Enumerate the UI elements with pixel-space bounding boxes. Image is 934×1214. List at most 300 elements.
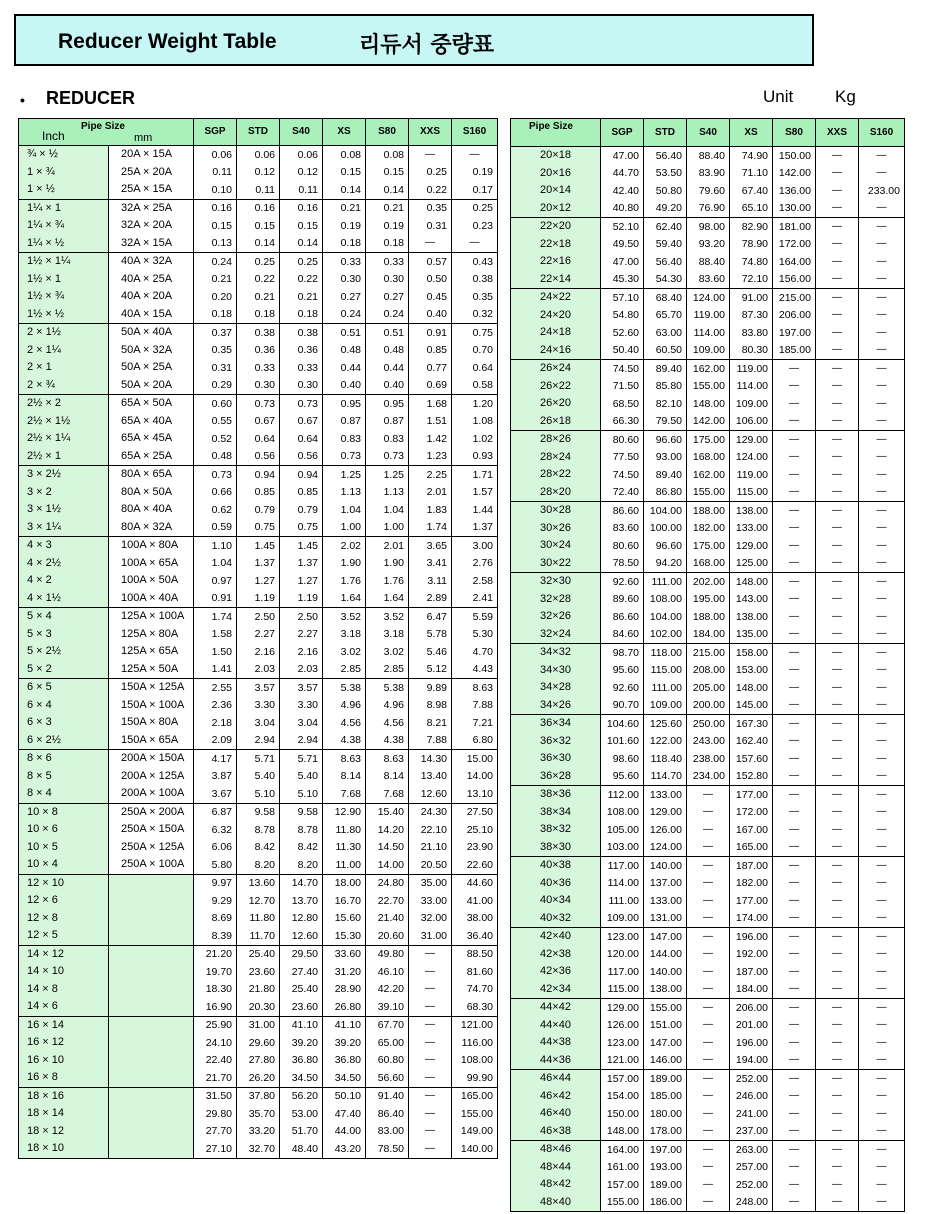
weight-cell: 60.50: [644, 342, 687, 360]
table-row: [19, 1069, 498, 1087]
weight-cell: —: [859, 591, 905, 609]
weight-cell: —: [859, 786, 905, 804]
weight-cell: —: [816, 768, 859, 786]
table-row: [19, 750, 498, 768]
mm-size-cell: [109, 945, 194, 963]
weight-cell: 94.20: [644, 555, 687, 573]
weight-cell: 29.80: [194, 1105, 237, 1123]
table-row: [511, 857, 905, 875]
mm-size-cell: 50A × 32A: [109, 342, 194, 360]
weight-cell: 0.95: [323, 395, 366, 413]
mm-size-cell: 200A × 125A: [109, 768, 194, 786]
weight-cell: 0.13: [194, 235, 237, 253]
weight-cell: 148.00: [601, 1123, 644, 1141]
weight-cell: 25.10: [452, 821, 498, 839]
weight-cell: —: [773, 946, 816, 964]
weight-cell: 237.00: [730, 1123, 773, 1141]
weight-cell: —: [859, 662, 905, 680]
weight-cell: —: [816, 431, 859, 449]
table-row: [19, 803, 498, 821]
weight-cell: 0.30: [323, 271, 366, 289]
weight-cell: 1.45: [280, 537, 323, 555]
pipe-size-cell: 28×24: [511, 449, 601, 467]
table-row: [511, 307, 905, 325]
weight-cell: 150.00: [773, 147, 816, 165]
weight-cell: —: [816, 608, 859, 626]
weight-cell: —: [859, 1123, 905, 1141]
weight-cell: 2.50: [237, 608, 280, 626]
weight-cell: —: [687, 1141, 730, 1159]
weight-cell: 0.56: [280, 448, 323, 466]
weight-cell: —: [859, 1176, 905, 1194]
weight-cell: —: [816, 928, 859, 946]
weight-cell: —: [687, 804, 730, 822]
weight-cell: 57.10: [601, 289, 644, 307]
inch-size-cell: 1½ × 1¼: [19, 253, 109, 271]
pipe-size-cell: 22×14: [511, 271, 601, 289]
weight-cell: 0.73: [237, 395, 280, 413]
weight-cell: 27.50: [452, 803, 498, 821]
weight-cell: 49.80: [366, 945, 409, 963]
weight-cell: 0.73: [323, 448, 366, 466]
table-row: [511, 1034, 905, 1052]
weight-cell: 25.40: [237, 945, 280, 963]
mm-size-cell: 150A × 65A: [109, 732, 194, 750]
weight-cell: 0.15: [280, 217, 323, 235]
weight-cell: 52.60: [601, 324, 644, 342]
weight-cell: —: [859, 946, 905, 964]
weight-cell: 182.00: [687, 520, 730, 538]
weight-cell: 0.40: [323, 377, 366, 395]
weight-cell: 12.60: [280, 927, 323, 945]
weight-cell: —: [816, 484, 859, 502]
mm-size-cell: [109, 892, 194, 910]
weight-cell: —: [687, 1034, 730, 1052]
weight-cell: 250.00: [687, 715, 730, 733]
table-row: [511, 413, 905, 431]
page-title-korean: 리듀서 중량표: [359, 33, 495, 58]
weight-cell: 1.76: [323, 572, 366, 590]
weight-cell: 187.00: [730, 963, 773, 981]
weight-cell: —: [816, 1141, 859, 1159]
mm-size-cell: 25A × 15A: [109, 181, 194, 199]
inch-size-cell: 3 × 1½: [19, 501, 109, 519]
weight-cell: 79.50: [644, 413, 687, 431]
weight-cell: 0.11: [237, 181, 280, 199]
weight-cell: 7.88: [452, 697, 498, 715]
col-header-s160: S160: [859, 119, 905, 147]
weight-cell: 196.00: [730, 928, 773, 946]
weight-cell: 42.40: [601, 182, 644, 200]
weight-cell: 180.00: [644, 1105, 687, 1123]
weight-cell: 27.40: [280, 963, 323, 981]
weight-cell: 78.90: [730, 236, 773, 254]
pipe-size-cell: 28×22: [511, 466, 601, 484]
weight-cell: —: [687, 875, 730, 893]
inch-size-cell: 1 × ½: [19, 181, 109, 199]
weight-cell: 187.00: [730, 857, 773, 875]
col-header-xs: XS: [730, 119, 773, 147]
weight-cell: 1.83: [409, 501, 452, 519]
table-row: [19, 910, 498, 928]
weight-cell: —: [773, 697, 816, 715]
weight-cell: 5.38: [323, 679, 366, 697]
pipe-size-cell: 20×14: [511, 182, 601, 200]
weight-cell: 142.00: [773, 165, 816, 183]
mm-size-cell: [109, 910, 194, 928]
weight-cell: —: [816, 910, 859, 928]
weight-cell: 3.67: [194, 785, 237, 803]
weight-cell: 96.60: [644, 431, 687, 449]
weight-cell: 157.60: [730, 750, 773, 768]
weight-cell: 184.00: [730, 981, 773, 999]
weight-cell: 125.00: [730, 555, 773, 573]
weight-cell: 4.96: [323, 697, 366, 715]
weight-cell: 124.00: [687, 289, 730, 307]
weight-cell: 5.71: [280, 750, 323, 768]
weight-cell: 0.85: [280, 484, 323, 502]
weight-cell: 234.00: [687, 768, 730, 786]
weight-cell: —: [816, 271, 859, 289]
table-row: [511, 182, 905, 200]
weight-cell: 0.44: [366, 359, 409, 377]
weight-cell: 0.43: [452, 253, 498, 271]
weight-cell: 39.20: [323, 1034, 366, 1052]
weight-cell: 0.25: [452, 199, 498, 217]
weight-cell: 78.50: [601, 555, 644, 573]
weight-cell: 2.36: [194, 697, 237, 715]
weight-cell: 11.30: [323, 839, 366, 857]
inch-label: Inch: [42, 129, 65, 143]
weight-cell: 5.71: [237, 750, 280, 768]
weight-cell: 1.02: [452, 430, 498, 448]
table-row: [19, 395, 498, 413]
reducer-table-left: [18, 118, 498, 1159]
table-row: [511, 1123, 905, 1141]
weight-cell: 0.83: [323, 430, 366, 448]
weight-cell: 0.85: [409, 342, 452, 360]
weight-cell: 8.21: [409, 714, 452, 732]
table-row: [19, 359, 498, 377]
inch-size-cell: 3 × 1¼: [19, 519, 109, 537]
weight-cell: 149.00: [452, 1123, 498, 1141]
table-row: [19, 1016, 498, 1034]
pipe-size-cell: 34×28: [511, 679, 601, 697]
weight-cell: —: [409, 1105, 452, 1123]
weight-cell: 0.69: [409, 377, 452, 395]
mm-size-cell: 40A × 32A: [109, 253, 194, 271]
mm-size-cell: 32A × 20A: [109, 217, 194, 235]
table-row: [511, 253, 905, 271]
inch-size-cell: 5 × 4: [19, 608, 109, 626]
inch-size-cell: 2½ × 2: [19, 395, 109, 413]
pipe-size-cell: 26×24: [511, 360, 601, 378]
weight-cell: —: [687, 946, 730, 964]
mm-size-cell: 50A × 25A: [109, 359, 194, 377]
table-row: [511, 360, 905, 378]
weight-cell: —: [773, 1034, 816, 1052]
mm-size-cell: 80A × 40A: [109, 501, 194, 519]
table-row: [511, 537, 905, 555]
weight-cell: 0.38: [452, 271, 498, 289]
weight-cell: 117.00: [601, 963, 644, 981]
weight-cell: —: [859, 1159, 905, 1177]
weight-cell: 3.65: [409, 537, 452, 555]
weight-cell: 0.79: [280, 501, 323, 519]
weight-cell: 13.60: [237, 874, 280, 892]
table-row: [19, 164, 498, 182]
section-label: REDUCER: [46, 88, 136, 108]
mm-size-cell: 40A × 25A: [109, 271, 194, 289]
weight-cell: 6.80: [452, 732, 498, 750]
weight-cell: —: [687, 963, 730, 981]
weight-cell: 147.00: [644, 1034, 687, 1052]
pipe-size-header: Pipe Size: [511, 119, 601, 147]
weight-cell: 81.60: [452, 963, 498, 981]
inch-size-cell: 16 × 8: [19, 1069, 109, 1087]
weight-cell: —: [859, 910, 905, 928]
weight-cell: 246.00: [730, 1088, 773, 1106]
weight-cell: —: [452, 235, 498, 253]
weight-cell: 3.00: [452, 537, 498, 555]
weight-cell: 56.60: [366, 1069, 409, 1087]
inch-size-cell: 5 × 2: [19, 661, 109, 679]
pipe-size-cell: 32×24: [511, 626, 601, 644]
weight-cell: —: [773, 662, 816, 680]
weight-cell: —: [773, 1123, 816, 1141]
mm-size-cell: [109, 1105, 194, 1123]
weight-cell: —: [859, 626, 905, 644]
weight-cell: 200.00: [687, 697, 730, 715]
table-row: [511, 289, 905, 307]
weight-cell: 8.14: [323, 768, 366, 786]
weight-cell: 0.18: [194, 306, 237, 324]
weight-cell: —: [859, 839, 905, 857]
pipe-size-cell: 20×16: [511, 165, 601, 183]
weight-cell: —: [816, 413, 859, 431]
weight-cell: 44.60: [452, 874, 498, 892]
weight-cell: —: [816, 555, 859, 573]
weight-cell: 42.20: [366, 981, 409, 999]
weight-cell: 2.09: [194, 732, 237, 750]
weight-cell: 41.00: [452, 892, 498, 910]
weight-cell: —: [816, 644, 859, 662]
weight-cell: 20.60: [366, 927, 409, 945]
weight-cell: 0.30: [280, 377, 323, 395]
weight-cell: 123.00: [601, 928, 644, 946]
weight-cell: 15.40: [366, 803, 409, 821]
weight-cell: —: [773, 892, 816, 910]
pipe-size-cell: 38×34: [511, 804, 601, 822]
mm-size-cell: 125A × 80A: [109, 626, 194, 644]
weight-cell: 8.20: [280, 856, 323, 874]
weight-cell: —: [816, 1194, 859, 1212]
weight-cell: 12.80: [280, 910, 323, 928]
weight-cell: 80.60: [601, 431, 644, 449]
pipe-size-cell: 20×18: [511, 147, 601, 165]
table-row: [19, 572, 498, 590]
table-row: [19, 892, 498, 910]
weight-cell: 0.67: [280, 413, 323, 431]
weight-cell: —: [859, 1034, 905, 1052]
weight-cell: 67.40: [730, 182, 773, 200]
weight-cell: —: [816, 697, 859, 715]
weight-cell: —: [687, 1194, 730, 1212]
inch-size-cell: 14 × 10: [19, 963, 109, 981]
table-row: [19, 1034, 498, 1052]
weight-cell: 63.00: [644, 324, 687, 342]
weight-cell: 3.04: [237, 714, 280, 732]
weight-cell: —: [687, 999, 730, 1017]
weight-cell: 20.50: [409, 856, 452, 874]
weight-cell: 118.00: [644, 644, 687, 662]
weight-cell: 0.87: [366, 413, 409, 431]
pipe-size-cell: 22×20: [511, 218, 601, 236]
weight-cell: 0.51: [366, 324, 409, 342]
weight-cell: —: [773, 1052, 816, 1070]
weight-cell: 0.48: [323, 342, 366, 360]
inch-size-cell: 12 × 8: [19, 910, 109, 928]
weight-cell: —: [859, 271, 905, 289]
weight-cell: 140.00: [644, 963, 687, 981]
weight-cell: 147.00: [644, 928, 687, 946]
weight-cell: 98.60: [601, 750, 644, 768]
weight-cell: 47.00: [601, 147, 644, 165]
col-header-xxs: XXS: [816, 119, 859, 147]
inch-size-cell: 6 × 3: [19, 714, 109, 732]
weight-cell: 2.89: [409, 590, 452, 608]
weight-cell: 14.70: [280, 874, 323, 892]
weight-cell: —: [816, 1176, 859, 1194]
weight-cell: 87.30: [730, 307, 773, 325]
weight-cell: 0.93: [452, 448, 498, 466]
inch-size-cell: 4 × 3: [19, 537, 109, 555]
mm-size-cell: 32A × 15A: [109, 235, 194, 253]
weight-cell: 85.80: [644, 378, 687, 396]
weight-cell: —: [409, 1123, 452, 1141]
weight-cell: 150.00: [601, 1105, 644, 1123]
weight-cell: 2.85: [323, 661, 366, 679]
weight-cell: 137.00: [644, 875, 687, 893]
weight-cell: 155.00: [687, 484, 730, 502]
weight-cell: —: [859, 573, 905, 591]
weight-cell: 0.14: [323, 181, 366, 199]
weight-cell: —: [816, 573, 859, 591]
weight-cell: 0.22: [280, 271, 323, 289]
table-row: [19, 661, 498, 679]
weight-cell: —: [773, 413, 816, 431]
weight-cell: 157.00: [601, 1070, 644, 1088]
inch-size-cell: 2½ × 1½: [19, 413, 109, 431]
inch-size-cell: 2½ × 1: [19, 448, 109, 466]
weight-cell: 27.70: [194, 1123, 237, 1141]
weight-cell: 1.71: [452, 466, 498, 484]
weight-cell: 1.37: [280, 555, 323, 573]
weight-cell: —: [773, 1141, 816, 1159]
weight-cell: 1.27: [237, 572, 280, 590]
weight-cell: 2.41: [452, 590, 498, 608]
weight-cell: 33.00: [409, 892, 452, 910]
weight-cell: 168.00: [687, 555, 730, 573]
weight-cell: —: [859, 413, 905, 431]
weight-cell: 0.48: [366, 342, 409, 360]
table-row: [511, 804, 905, 822]
weight-cell: 162.00: [687, 360, 730, 378]
weight-cell: 22.10: [409, 821, 452, 839]
table-row: [511, 821, 905, 839]
weight-cell: 0.64: [237, 430, 280, 448]
weight-cell: —: [859, 821, 905, 839]
weight-cell: 0.77: [409, 359, 452, 377]
weight-cell: 238.00: [687, 750, 730, 768]
table-row: [511, 626, 905, 644]
table-row: [511, 502, 905, 520]
weight-cell: 89.40: [644, 360, 687, 378]
weight-cell: 4.17: [194, 750, 237, 768]
weight-cell: 0.18: [366, 235, 409, 253]
weight-cell: 9.58: [237, 803, 280, 821]
weight-cell: 0.67: [237, 413, 280, 431]
weight-cell: 161.00: [601, 1159, 644, 1177]
weight-cell: 1.25: [323, 466, 366, 484]
col-header-xxs: XXS: [409, 119, 452, 146]
weight-cell: 2.02: [323, 537, 366, 555]
weight-cell: 0.31: [409, 217, 452, 235]
weight-cell: 174.00: [730, 910, 773, 928]
weight-cell: 90.70: [601, 697, 644, 715]
inch-size-cell: 8 × 6: [19, 750, 109, 768]
weight-cell: —: [773, 431, 816, 449]
weight-cell: 0.48: [194, 448, 237, 466]
weight-cell: 50.10: [323, 1087, 366, 1105]
weight-cell: 104.00: [644, 502, 687, 520]
weight-cell: 1.20: [452, 395, 498, 413]
weight-cell: 65.70: [644, 307, 687, 325]
weight-cell: 0.57: [409, 253, 452, 271]
weight-cell: 0.25: [237, 253, 280, 271]
weight-cell: 74.50: [601, 360, 644, 378]
pipe-size-cell: 42×36: [511, 963, 601, 981]
weight-cell: —: [409, 1069, 452, 1087]
weight-cell: 0.75: [280, 519, 323, 537]
weight-cell: 133.00: [730, 520, 773, 538]
weight-cell: —: [859, 307, 905, 325]
pipe-size-cell: 22×18: [511, 236, 601, 254]
weight-cell: 194.00: [730, 1052, 773, 1070]
weight-cell: 153.00: [730, 662, 773, 680]
weight-cell: 60.80: [366, 1052, 409, 1070]
weight-cell: 0.91: [409, 324, 452, 342]
title-banner: [14, 14, 814, 66]
weight-cell: 0.16: [237, 199, 280, 217]
weight-cell: 52.10: [601, 218, 644, 236]
weight-cell: 84.60: [601, 626, 644, 644]
weight-cell: 25.90: [194, 1016, 237, 1034]
weight-cell: 41.10: [280, 1016, 323, 1034]
table-row: [511, 1105, 905, 1123]
weight-cell: 243.00: [687, 733, 730, 751]
weight-cell: 92.60: [601, 679, 644, 697]
weight-cell: 44.70: [601, 165, 644, 183]
weight-cell: 172.00: [773, 236, 816, 254]
weight-cell: 4.56: [366, 714, 409, 732]
weight-cell: 31.20: [323, 963, 366, 981]
weight-cell: 168.00: [687, 449, 730, 467]
weight-cell: 16.70: [323, 892, 366, 910]
weight-cell: 158.00: [730, 644, 773, 662]
inch-size-cell: 1¼ × ¾: [19, 217, 109, 235]
weight-cell: 119.00: [687, 307, 730, 325]
